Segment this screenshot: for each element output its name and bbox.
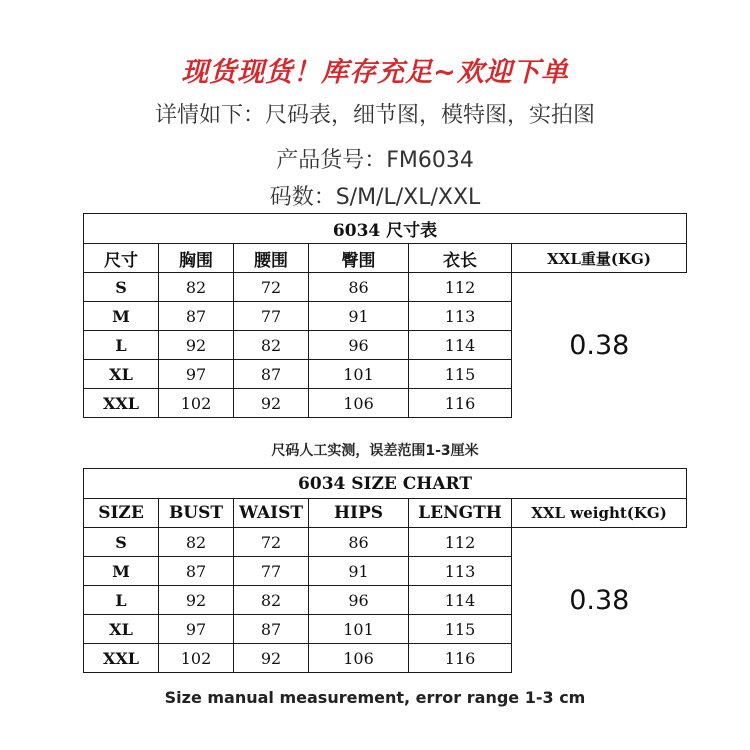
table-cell: 86 <box>309 273 409 302</box>
column-header: SIZE <box>84 499 159 528</box>
size-label: M <box>84 557 159 586</box>
table-cell: 96 <box>309 331 409 360</box>
table-cell: 113 <box>409 557 512 586</box>
table-row <box>84 528 687 557</box>
table-cell: 82 <box>234 586 309 615</box>
column-header: BUST <box>159 499 234 528</box>
table-cell: 96 <box>309 586 409 615</box>
table-cell: 87 <box>234 615 309 644</box>
size-range: 码数：S/M/L/XL/XXL <box>269 185 481 210</box>
table-cell: 97 <box>159 360 234 389</box>
table-cell: 101 <box>309 360 409 389</box>
size-chart-cn <box>83 213 687 418</box>
table-cell: 116 <box>409 644 512 673</box>
table-cell: 113 <box>409 302 512 331</box>
weight-value: 0.38 <box>512 273 687 418</box>
table-cell: 82 <box>234 331 309 360</box>
table-cell: 77 <box>234 302 309 331</box>
table-cell: 87 <box>234 360 309 389</box>
table-cell: 102 <box>159 389 234 418</box>
details-line: 详情如下：尺码表，细节图，模特图，实拍图 <box>154 103 595 128</box>
table-cell: 91 <box>309 302 409 331</box>
table-cell: 112 <box>409 273 512 302</box>
table-row <box>84 273 687 302</box>
table-cell: 102 <box>159 644 234 673</box>
column-header: HIPS <box>309 499 409 528</box>
size-label: L <box>84 331 159 360</box>
table-cell: 92 <box>159 331 234 360</box>
table-cell: 114 <box>409 586 512 615</box>
size-chart-en <box>83 468 687 673</box>
size-label: XL <box>84 615 159 644</box>
table-cell: 106 <box>309 389 409 418</box>
size-label: XXL <box>84 644 159 673</box>
size-label: S <box>84 528 159 557</box>
table-cell: 72 <box>234 273 309 302</box>
table-cell: 114 <box>409 331 512 360</box>
table-cell: 115 <box>409 360 512 389</box>
column-header: 尺寸 <box>84 244 159 273</box>
column-header: LENGTH <box>409 499 512 528</box>
weight-header: XXL重量(KG) <box>512 244 687 273</box>
headline: 现货现货！库存充足~欢迎下单 <box>181 57 569 88</box>
table-title: 6034 SIZE CHART <box>84 469 687 499</box>
product-number: 产品货号：FM6034 <box>276 148 474 173</box>
table-cell: 101 <box>309 615 409 644</box>
size-label: XXL <box>84 389 159 418</box>
column-header: 臀围 <box>309 244 409 273</box>
size-label: S <box>84 273 159 302</box>
size-label: XL <box>84 360 159 389</box>
table-cell: 86 <box>309 528 409 557</box>
table-cell: 115 <box>409 615 512 644</box>
column-header: 腰围 <box>234 244 309 273</box>
table-title: 6034 尺寸表 <box>84 214 687 244</box>
measurement-note-cn: 尺码人工实测，误差范围1-3厘米 <box>271 443 479 459</box>
table-cell: 92 <box>234 644 309 673</box>
table-cell: 72 <box>234 528 309 557</box>
table-cell: 87 <box>159 557 234 586</box>
size-label: M <box>84 302 159 331</box>
table-cell: 87 <box>159 302 234 331</box>
table-cell: 92 <box>234 389 309 418</box>
table-cell: 82 <box>159 273 234 302</box>
column-header: 衣长 <box>409 244 512 273</box>
table-cell: 82 <box>159 528 234 557</box>
table-cell: 112 <box>409 528 512 557</box>
table-cell: 97 <box>159 615 234 644</box>
table-cell: 77 <box>234 557 309 586</box>
table-cell: 91 <box>309 557 409 586</box>
weight-value: 0.38 <box>512 528 687 673</box>
weight-header: XXL weight(KG) <box>512 499 687 528</box>
table-header-row <box>84 499 687 528</box>
table-cell: 106 <box>309 644 409 673</box>
table-header-row <box>84 244 687 273</box>
table-cell: 92 <box>159 586 234 615</box>
size-label: L <box>84 586 159 615</box>
table-cell: 116 <box>409 389 512 418</box>
column-header: WAIST <box>234 499 309 528</box>
column-header: 胸围 <box>159 244 234 273</box>
measurement-note-en: Size manual measurement, error range 1-3 cm <box>164 688 586 707</box>
